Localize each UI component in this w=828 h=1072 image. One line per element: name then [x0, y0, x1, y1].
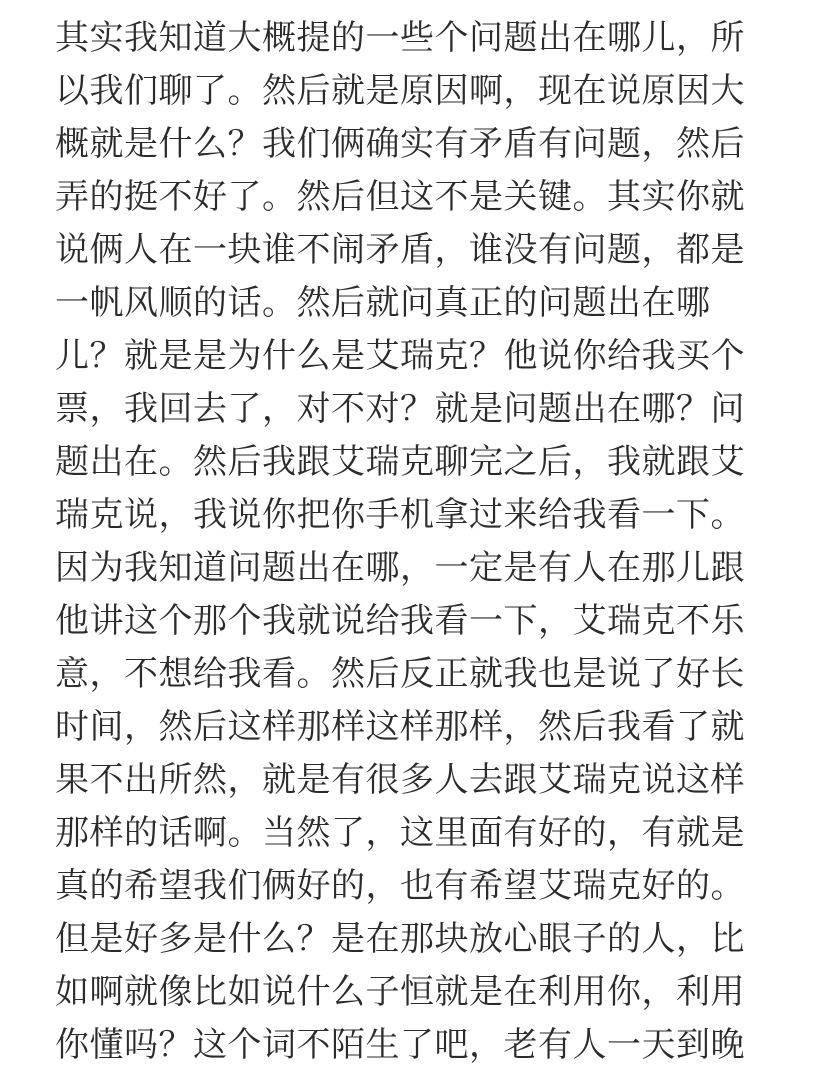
text-line: 你懂吗？这个词不陌生了吧，老有人一天到晚	[55, 1025, 745, 1065]
text-line: 说俩人在一块谁不闹矛盾，谁没有问题，都是	[55, 230, 745, 270]
text-line: 时间，然后这样那样这样那样，然后我看了就	[55, 707, 745, 747]
text-line: 因为我知道问题出在哪，一定是有人在那儿跟	[55, 548, 745, 588]
text-line: 瑞克说，我说你把你手机拿过来给我看一下。	[55, 495, 745, 535]
text-line: 以我们聊了。然后就是原因啊，现在说原因大	[55, 71, 745, 111]
text-line: 如啊就像比如说什么子恒就是在利用你，利用	[55, 972, 745, 1012]
text-line: 一帆风顺的话。然后就问真正的问题出在哪	[55, 283, 711, 323]
text-line: 果不出所然，就是有很多人去跟艾瑞克说这样	[55, 760, 745, 800]
text-line: 弄的挺不好了。然后但这不是关键。其实你就	[55, 177, 745, 217]
text-line: 票，我回去了，对不对？就是问题出在哪？问	[55, 389, 745, 429]
text-line: 概就是什么？我们俩确实有矛盾有问题，然后	[55, 124, 745, 164]
text-line: 真的希望我们俩好的，也有希望艾瑞克好的。	[55, 866, 745, 906]
text-line: 但是好多是什么？是在那块放心眼子的人，比	[55, 919, 745, 959]
text-line: 他讲这个那个我就说给我看一下，艾瑞克不乐	[55, 601, 745, 641]
text-line: 其实我知道大概提的一些个问题出在哪儿，所	[55, 18, 745, 58]
text-line: 意，不想给我看。然后反正就我也是说了好长	[55, 654, 745, 694]
article-text	[55, 12, 745, 1072]
text-line: 那样的话啊。当然了，这里面有好的，有就是	[55, 813, 745, 853]
text-line: 儿？就是是为什么是艾瑞克？他说你给我买个	[55, 336, 745, 376]
text-line: 题出在。然后我跟艾瑞克聊完之后，我就跟艾	[55, 442, 745, 482]
